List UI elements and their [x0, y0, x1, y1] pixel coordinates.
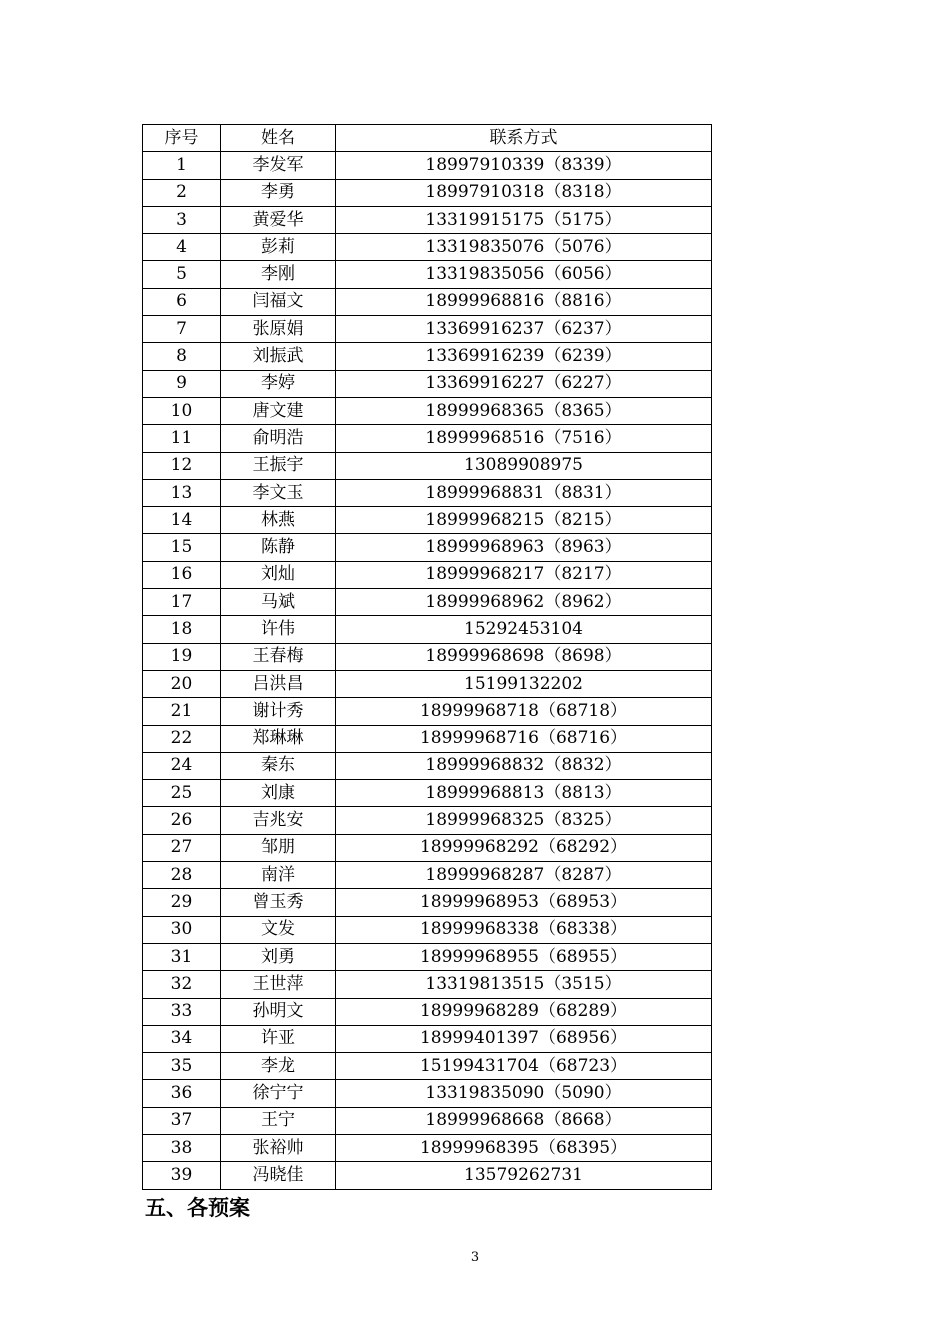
- cell-name: 张裕帅: [221, 1134, 336, 1161]
- table-row: [143, 943, 712, 970]
- cell-name: 彭莉: [221, 234, 336, 261]
- cell-number: 14: [143, 507, 221, 534]
- cell-contact: 18999968816（8816）: [336, 288, 712, 315]
- cell-contact: 13319835090（5090）: [336, 1080, 712, 1107]
- table-row: [143, 752, 712, 779]
- cell-name: 唐文建: [221, 397, 336, 424]
- cell-name: 王世萍: [221, 971, 336, 998]
- cell-number: 38: [143, 1134, 221, 1161]
- table-row: [143, 452, 712, 479]
- cell-name: 李发军: [221, 152, 336, 179]
- cell-number: 11: [143, 425, 221, 452]
- cell-contact: 13369916227（6227）: [336, 370, 712, 397]
- cell-name: 陈静: [221, 534, 336, 561]
- cell-contact: 15199132202: [336, 670, 712, 697]
- table-row: [143, 670, 712, 697]
- cell-number: 35: [143, 1053, 221, 1080]
- cell-number: 29: [143, 889, 221, 916]
- table-row: [143, 343, 712, 370]
- table-row: [143, 425, 712, 452]
- cell-contact: 13089908975: [336, 452, 712, 479]
- cell-number: 28: [143, 862, 221, 889]
- cell-number: 17: [143, 589, 221, 616]
- table-row: [143, 534, 712, 561]
- cell-number: 1: [143, 152, 221, 179]
- table-row: [143, 206, 712, 233]
- cell-contact: 13319835056（6056）: [336, 261, 712, 288]
- cell-contact: 18999968953（68953）: [336, 889, 712, 916]
- table-row: [143, 998, 712, 1025]
- cell-contact: 18997910339（8339）: [336, 152, 712, 179]
- cell-name: 文发: [221, 916, 336, 943]
- cell-contact: 18999968668（8668）: [336, 1107, 712, 1134]
- table-row: [143, 643, 712, 670]
- cell-name: 曾玉秀: [221, 889, 336, 916]
- cell-contact: 18999968831（8831）: [336, 479, 712, 506]
- cell-contact: 18999968215（8215）: [336, 507, 712, 534]
- cell-contact: 18999968325（8325）: [336, 807, 712, 834]
- cell-contact: 15292453104: [336, 616, 712, 643]
- table-row: [143, 1053, 712, 1080]
- cell-number: 16: [143, 561, 221, 588]
- cell-contact: 18999968698（8698）: [336, 643, 712, 670]
- cell-number: 31: [143, 943, 221, 970]
- cell-contact: 18999968516（7516）: [336, 425, 712, 452]
- cell-name: 郑琳琳: [221, 725, 336, 752]
- table-row: [143, 507, 712, 534]
- cell-contact: 18999968963（8963）: [336, 534, 712, 561]
- cell-contact: 18999968718（68718）: [336, 698, 712, 725]
- cell-name: 秦东: [221, 752, 336, 779]
- cell-number: 9: [143, 370, 221, 397]
- cell-contact: 13579262731: [336, 1162, 712, 1189]
- table-row: [143, 1134, 712, 1161]
- cell-name: 俞明浩: [221, 425, 336, 452]
- cell-number: 26: [143, 807, 221, 834]
- cell-name: 黄爱华: [221, 206, 336, 233]
- cell-number: 21: [143, 698, 221, 725]
- cell-contact: 13369916237（6237）: [336, 316, 712, 343]
- cell-name: 冯晓佳: [221, 1162, 336, 1189]
- cell-number: 22: [143, 725, 221, 752]
- cell-name: 李龙: [221, 1053, 336, 1080]
- cell-number: 37: [143, 1107, 221, 1134]
- cell-name: 林燕: [221, 507, 336, 534]
- cell-number: 34: [143, 1025, 221, 1052]
- cell-contact: 18999968955（68955）: [336, 943, 712, 970]
- cell-number: 32: [143, 971, 221, 998]
- cell-contact: 18999968217（8217）: [336, 561, 712, 588]
- cell-name: 吕洪昌: [221, 670, 336, 697]
- cell-number: 2: [143, 179, 221, 206]
- table-row: [143, 370, 712, 397]
- cell-name: 南洋: [221, 862, 336, 889]
- table-row: [143, 698, 712, 725]
- cell-name: 李文玉: [221, 479, 336, 506]
- cell-contact: 13319813515（3515）: [336, 971, 712, 998]
- cell-contact: 18999401397（68956）: [336, 1025, 712, 1052]
- cell-name: 张原娟: [221, 316, 336, 343]
- table-row: [143, 288, 712, 315]
- cell-number: 13: [143, 479, 221, 506]
- cell-contact: 18999968289（68289）: [336, 998, 712, 1025]
- cell-name: 王振宇: [221, 452, 336, 479]
- cell-contact: 18999968716（68716）: [336, 725, 712, 752]
- cell-number: 6: [143, 288, 221, 315]
- cell-name: 李婷: [221, 370, 336, 397]
- table-row: [143, 261, 712, 288]
- cell-name: 李刚: [221, 261, 336, 288]
- cell-name: 刘灿: [221, 561, 336, 588]
- table-row: [143, 862, 712, 889]
- table-row: [143, 971, 712, 998]
- cell-contact: 18997910318（8318）: [336, 179, 712, 206]
- cell-name: 谢计秀: [221, 698, 336, 725]
- contact-table: [142, 124, 712, 1190]
- cell-number: 3: [143, 206, 221, 233]
- column-header-number: 序号: [143, 125, 221, 152]
- cell-contact: 18999968365（8365）: [336, 397, 712, 424]
- table-header-row: [143, 125, 712, 152]
- table-row: [143, 561, 712, 588]
- cell-contact: 13319835076（5076）: [336, 234, 712, 261]
- cell-number: 10: [143, 397, 221, 424]
- cell-contact: 18999968832（8832）: [336, 752, 712, 779]
- cell-number: 36: [143, 1080, 221, 1107]
- cell-number: 12: [143, 452, 221, 479]
- cell-number: 7: [143, 316, 221, 343]
- cell-number: 4: [143, 234, 221, 261]
- cell-number: 24: [143, 752, 221, 779]
- table-row: [143, 1025, 712, 1052]
- cell-contact: 18999968292（68292）: [336, 834, 712, 861]
- table-row: [143, 834, 712, 861]
- cell-number: 5: [143, 261, 221, 288]
- cell-number: 15: [143, 534, 221, 561]
- cell-number: 18: [143, 616, 221, 643]
- table-row: [143, 397, 712, 424]
- cell-number: 39: [143, 1162, 221, 1189]
- cell-contact: 18999968813（8813）: [336, 780, 712, 807]
- table-row: [143, 316, 712, 343]
- cell-number: 30: [143, 916, 221, 943]
- cell-contact: 18999968287（8287）: [336, 862, 712, 889]
- section-heading: 五、各预案: [145, 1196, 250, 1220]
- cell-name: 王宁: [221, 1107, 336, 1134]
- table-body: [143, 152, 712, 1189]
- table-row: [143, 1162, 712, 1189]
- cell-name: 吉兆安: [221, 807, 336, 834]
- cell-name: 邹朋: [221, 834, 336, 861]
- table-row: [143, 916, 712, 943]
- page-number: 3: [470, 1250, 480, 1265]
- cell-name: 李勇: [221, 179, 336, 206]
- table-row: [143, 479, 712, 506]
- cell-contact: 18999968338（68338）: [336, 916, 712, 943]
- table-row: [143, 1107, 712, 1134]
- cell-name: 刘振武: [221, 343, 336, 370]
- cell-name: 马斌: [221, 589, 336, 616]
- cell-name: 孙明文: [221, 998, 336, 1025]
- cell-name: 许伟: [221, 616, 336, 643]
- table-row: [143, 616, 712, 643]
- column-header-name: 姓名: [221, 125, 336, 152]
- cell-number: 8: [143, 343, 221, 370]
- table-row: [143, 1080, 712, 1107]
- cell-name: 刘勇: [221, 943, 336, 970]
- table-row: [143, 234, 712, 261]
- cell-number: 25: [143, 780, 221, 807]
- cell-number: 27: [143, 834, 221, 861]
- cell-contact: 13369916239（6239）: [336, 343, 712, 370]
- cell-name: 徐宁宁: [221, 1080, 336, 1107]
- cell-name: 闫福文: [221, 288, 336, 315]
- cell-contact: 18999968395（68395）: [336, 1134, 712, 1161]
- cell-number: 20: [143, 670, 221, 697]
- table-row: [143, 179, 712, 206]
- cell-name: 王春梅: [221, 643, 336, 670]
- table-row: [143, 725, 712, 752]
- table-row: [143, 589, 712, 616]
- cell-number: 33: [143, 998, 221, 1025]
- cell-name: 许亚: [221, 1025, 336, 1052]
- table-row: [143, 152, 712, 179]
- cell-contact: 15199431704（68723）: [336, 1053, 712, 1080]
- cell-contact: 18999968962（8962）: [336, 589, 712, 616]
- cell-contact: 13319915175（5175）: [336, 206, 712, 233]
- table-row: [143, 889, 712, 916]
- cell-name: 刘康: [221, 780, 336, 807]
- table-row: [143, 780, 712, 807]
- cell-number: 19: [143, 643, 221, 670]
- table-row: [143, 807, 712, 834]
- column-header-contact: 联系方式: [336, 125, 712, 152]
